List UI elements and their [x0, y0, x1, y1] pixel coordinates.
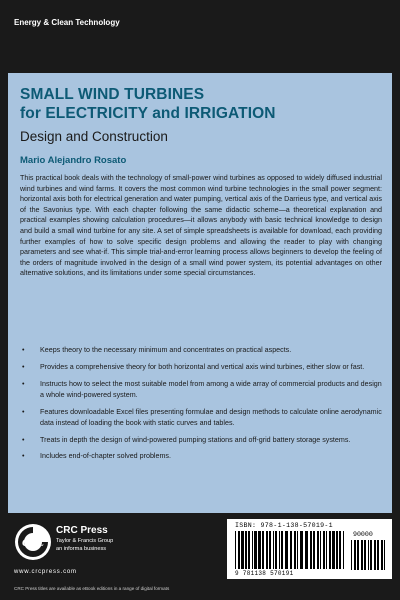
barcode-bar	[320, 531, 321, 569]
barcode-bar	[384, 540, 385, 570]
barcode-bar	[281, 531, 283, 569]
barcode-bar	[339, 531, 341, 569]
barcode-bar	[305, 531, 308, 569]
barcode-bar	[310, 531, 312, 569]
publisher-business: an informa business	[56, 546, 107, 552]
bullet-icon: •	[22, 346, 25, 354]
barcode-bar	[297, 531, 298, 569]
crc-logo-text: CRC	[21, 537, 45, 549]
barcode-bar	[336, 531, 338, 569]
barcode-bar	[368, 540, 369, 570]
ean-digits: 9 781138 570191	[235, 570, 294, 577]
book-author: Mario Alejandro Rosato	[20, 155, 127, 166]
feature-text: Features downloadable Excel files presenting formulae and design methods to calculate online aerodynamic data instead of loading the book with static curves and tables.	[40, 407, 382, 427]
barcode-bar	[370, 540, 372, 570]
barcode-bar	[279, 531, 280, 569]
book-title-line2: for ELECTRICITY and IRRIGATION	[20, 105, 276, 122]
feature-item	[20, 435, 382, 446]
barcode-bar	[361, 540, 363, 570]
barcode-bar	[357, 540, 359, 570]
barcode-bar	[252, 531, 253, 569]
bullet-icon: •	[22, 362, 25, 371]
ean-barcode	[235, 531, 347, 569]
book-subtitle: Design and Construction	[20, 129, 168, 144]
back-cover-panel	[8, 73, 392, 513]
barcode-bar	[364, 540, 366, 570]
bullet-icon: •	[22, 435, 25, 444]
barcode-bar	[332, 531, 335, 569]
barcode-bar	[241, 531, 244, 569]
price-code: 90000	[353, 531, 373, 538]
publisher-footer	[0, 513, 400, 600]
barcode-bar	[285, 531, 288, 569]
ebook-note: CRC Press titles are available as eBook editions in a range of digital formats	[14, 586, 170, 591]
bullet-icon: •	[22, 452, 25, 461]
publisher-name: CRC Press	[56, 525, 108, 536]
barcode-bar	[351, 540, 352, 570]
barcode-bar	[266, 531, 268, 569]
barcode-bar	[258, 531, 261, 569]
barcode-bar	[323, 531, 325, 569]
barcode-bar	[329, 531, 331, 569]
publisher-group: Taylor & Francis Group	[56, 538, 114, 544]
barcode-bar	[354, 540, 356, 570]
feature-text: Provides a comprehensive theory for both horizontal and vertical axis wind turbines, either slow or fast.	[40, 362, 365, 371]
publisher-url: www.crcpress.com	[14, 569, 77, 575]
barcode-bar	[294, 531, 296, 569]
barcode-bar	[381, 540, 383, 570]
barcode-bar	[374, 540, 376, 570]
barcode-bar	[275, 531, 277, 569]
feature-item	[20, 451, 382, 462]
barcode-bar	[238, 531, 240, 569]
barcode-bar	[269, 531, 271, 569]
barcode-bar	[245, 531, 247, 569]
bullet-icon: •	[22, 379, 25, 388]
barcode-box	[227, 519, 392, 579]
addon-barcode	[351, 540, 389, 570]
feature-text: Treats in depth the design of wind-powered pumping stations and off-grid battery storage systems.	[40, 435, 351, 444]
barcode-bar	[326, 531, 327, 569]
bullet-icon: •	[22, 407, 25, 416]
series-name: Energy & Clean Technology	[14, 18, 120, 27]
feature-text: Includes end-of-chapter solved problems.	[40, 452, 171, 461]
feature-item	[20, 379, 382, 401]
barcode-bar	[248, 531, 250, 569]
barcode-bar	[343, 531, 344, 569]
barcode-bar	[235, 531, 236, 569]
barcode-bar	[262, 531, 264, 569]
feature-text: Instructs how to select the most suitable model from among a wide array of commercial products and design a whole wind-powered system.	[40, 379, 382, 399]
barcode-bar	[313, 531, 315, 569]
barcode-bar	[273, 531, 274, 569]
barcode-bar	[377, 540, 379, 570]
barcode-bar	[300, 531, 303, 569]
feature-item	[20, 345, 382, 356]
crc-logo-icon	[14, 523, 52, 561]
barcode-bar	[254, 531, 257, 569]
barcode-bar	[290, 531, 292, 569]
isbn-text: ISBN: 978-1-138-57019-1	[235, 522, 333, 529]
book-title-line1: SMALL WIND TURBINES	[20, 86, 205, 103]
barcode-bar	[317, 531, 319, 569]
book-description: This practical book deals with the technology of small-power wind turbines as opposed to widely diffused industrial wind turbines and wind farms. It covers the most common wind turbine technologies in the small power segment: horizontal axis both for electrical generation and water pumping, vertical axis of the Darrieus type, and vertical axis of the Savonius type. With each chapter following the same didactic scheme—a theoretical explanation and practical examples showing calculation procedures—it allows anybody with basic technical knowledge to design and build a small wind turbine for any site. A set of simple spreadsheets is available for download, each providing further examples of how to solve specific design problems and allowing the reader to play with changing parameters and see what-if. This simple trial-and-error learning process allows beginners to develop the feeling of the orders of magnitude involved in the design of a small wind power system, its potential advantages on other alternative solutions, and its limitations under some special circumstances.	[20, 174, 382, 278]
feature-item	[20, 362, 382, 373]
feature-item	[20, 407, 382, 429]
feature-text: Keeps theory to the necessary minimum and concentrates on practical aspects.	[40, 346, 292, 354]
feature-list	[20, 345, 382, 468]
